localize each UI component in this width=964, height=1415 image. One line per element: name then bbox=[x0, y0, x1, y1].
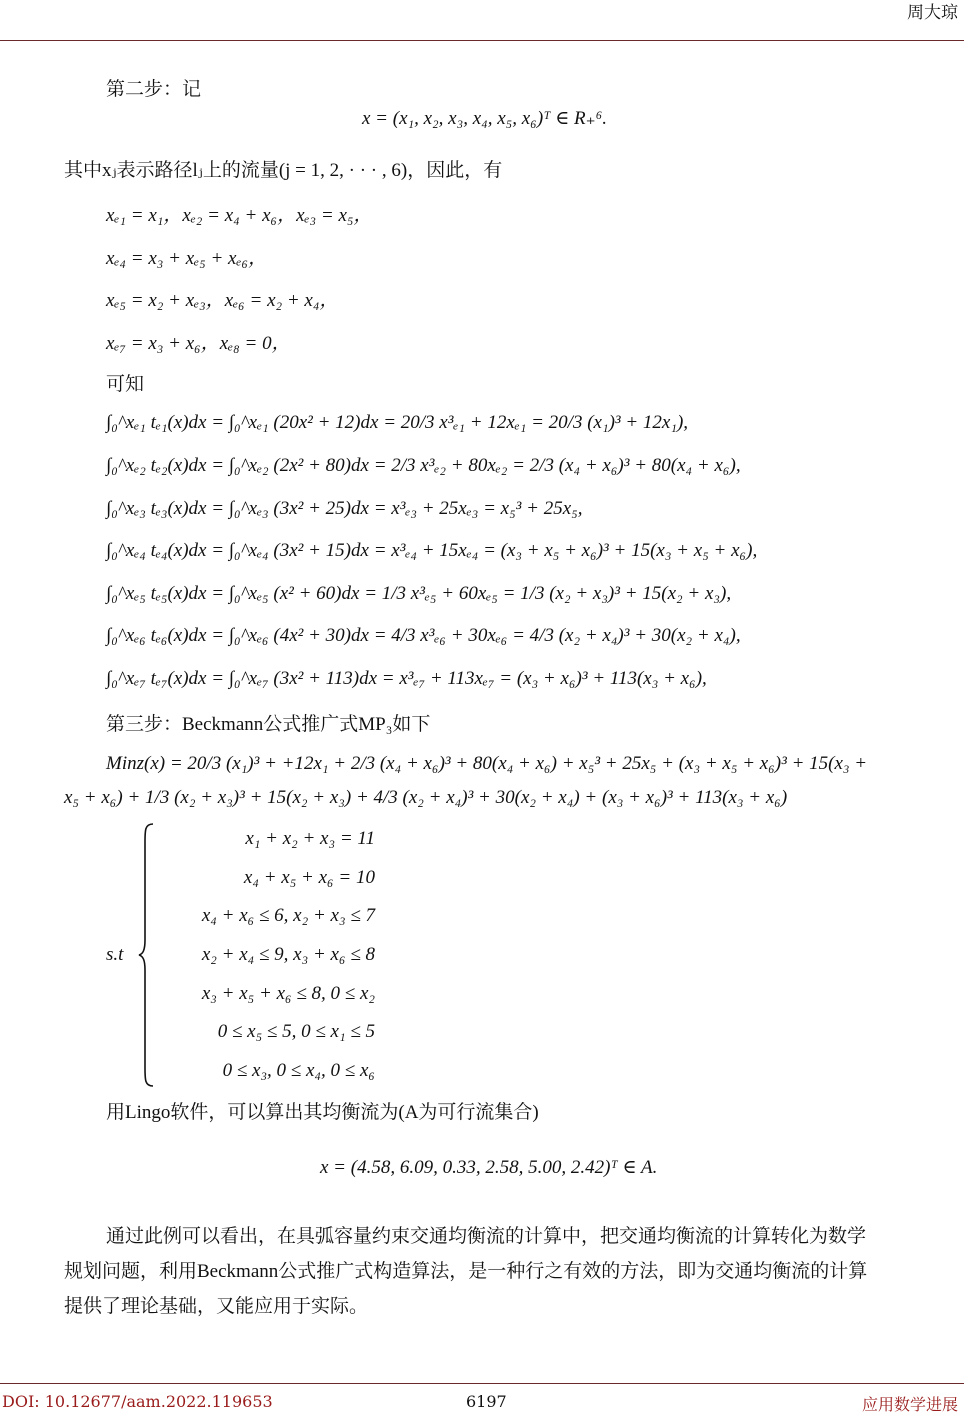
integral-equation: ∫₀^xₑ₆ tₑ₆(x)dx = ∫₀^xₑ₆ (4x² + 30)dx = 4/3 x³ₑ₆ + 30xₑ₆ = 4/3 (x₂ + x₄)³ + 30(x₂ + x₄), bbox=[106, 625, 741, 646]
path-description: 其中xⱼ表示路径lⱼ上的流量(j = 1, 2, · · · , 6)，因此，有 bbox=[64, 160, 503, 181]
flow-equation: xₑ₅ = x₂ + xₑ₃，xₑ₆ = x₂ + x₄， bbox=[106, 290, 339, 311]
known-label: 可知 bbox=[106, 374, 145, 395]
st-label: s.t bbox=[106, 944, 124, 965]
footer-doi[interactable]: DOI: 10.12677/aam.2022.119653 bbox=[2, 1392, 273, 1411]
vector-definition: x = (x₁, x₂, x₃, x₄, x₅, x₆)ᵀ ∈ R₊⁶. bbox=[362, 108, 608, 129]
integral-equation: ∫₀^xₑ₂ tₑ₂(x)dx = ∫₀^xₑ₂ (2x² + 80)dx = 2/3 x³ₑ₂ + 80xₑ₂ = 2/3 (x₄ + x₆)³ + 80(x₄ + x₆), bbox=[106, 455, 741, 476]
constraint-line: x₁ + x₂ + x₃ = 11 bbox=[245, 828, 375, 849]
objective-line-1: Minz(x) = 20/3 (x₁)³ + +12x₁ + 2/3 (x₄ + x₆)³ + 80(x₄ + x₆) + x₅³ + 25x₅ + (x₃ + x₅ + x₆)³ + 15(x₃ + bbox=[106, 753, 868, 774]
constraint-brace bbox=[137, 822, 155, 1088]
constraint-line: 0 ≤ x₅ ≤ 5, 0 ≤ x₁ ≤ 5 bbox=[217, 1021, 375, 1042]
constraint-line: 0 ≤ x₃, 0 ≤ x₄, 0 ≤ x₆ bbox=[222, 1060, 375, 1081]
flow-equation: xₑ₇ = x₃ + x₆，xₑ₈ = 0， bbox=[106, 333, 291, 354]
flow-equation: xₑ₁ = x₁，xₑ₂ = x₄ + x₆，xₑ₃ = x₅， bbox=[106, 205, 373, 226]
integral-equation: ∫₀^xₑ₅ tₑ₅(x)dx = ∫₀^xₑ₅ (x² + 60)dx = 1/3 x³ₑ₅ + 60xₑ₅ = 1/3 (x₂ + x₃)³ + 15(x₂ + x₃), bbox=[106, 583, 732, 604]
flow-equation: xₑ₄ = x₃ + xₑ₅ + xₑ₆， bbox=[106, 248, 268, 269]
constraint-line: x₂ + x₄ ≤ 9, x₃ + x₆ ≤ 8 bbox=[201, 944, 375, 965]
step2-title: 第二步：记 bbox=[106, 79, 202, 100]
conclusion-line: 提供了理论基础，又能应用于实际。 bbox=[64, 1296, 369, 1317]
page-number: 6197 bbox=[466, 1392, 507, 1411]
conclusion-line: 通过此例可以看出，在具弧容量约束交通均衡流的计算中，把交通均衡流的计算转化为数学 bbox=[106, 1226, 867, 1247]
integral-equation: ∫₀^xₑ₄ tₑ₄(x)dx = ∫₀^xₑ₄ (3x² + 15)dx = x³ₑ₄ + 15xₑ₄ = (x₃ + x₅ + x₆)³ + 15(x₃ + x₅ + x₆), bbox=[106, 540, 758, 561]
constraint-line: x₄ + x₆ ≤ 6, x₂ + x₃ ≤ 7 bbox=[201, 905, 375, 926]
equilibrium-solution: x = (4.58, 6.09, 0.33, 2.58, 5.00, 2.42)ᵀ ∈ A. bbox=[320, 1157, 658, 1178]
constraint-line: x₄ + x₅ + x₆ = 10 bbox=[243, 867, 375, 888]
step3-title: 第三步：Beckmann公式推广式MP₃如下 bbox=[106, 714, 431, 735]
footer-divider bbox=[0, 1383, 964, 1384]
integral-equation: ∫₀^xₑ₃ tₑ₃(x)dx = ∫₀^xₑ₃ (3x² + 25)dx = x³ₑ₃ + 25xₑ₃ = x₅³ + 25x₅, bbox=[106, 498, 583, 519]
integral-equation: ∫₀^xₑ₇ tₑ₇(x)dx = ∫₀^xₑ₇ (3x² + 113)dx = x³ₑ₇ + 113xₑ₇ = (x₃ + x₆)³ + 113(x₃ + x₆), bbox=[106, 668, 707, 689]
lingo-result-intro: 用Lingo软件，可以算出其均衡流为(A为可行流集合) bbox=[106, 1102, 539, 1123]
conclusion-line: 规划问题，利用Beckmann公式推广式构造算法，是一种行之有效的方法，即为交通均衡流的计算 bbox=[64, 1261, 868, 1282]
constraint-line: x₃ + x₅ + x₆ ≤ 8, 0 ≤ x₂ bbox=[201, 983, 375, 1004]
objective-line-2: x₅ + x₆) + 1/3 (x₂ + x₃)³ + 15(x₂ + x₃) + 4/3 (x₂ + x₄)³ + 30(x₂ + x₄) + (x₃ + x₆)³ + 113(x₃ + x₆) bbox=[64, 787, 788, 808]
header-divider bbox=[0, 40, 964, 41]
integral-equation: ∫₀^xₑ₁ tₑ₁(x)dx = ∫₀^xₑ₁ (20x² + 12)dx = 20/3 x³ₑ₁ + 12xₑ₁ = 20/3 (x₁)³ + 12x₁), bbox=[106, 412, 689, 433]
header-author: 周大琼 bbox=[907, 3, 958, 23]
journal-name[interactable]: 应用数学进展 bbox=[861, 1395, 958, 1414]
